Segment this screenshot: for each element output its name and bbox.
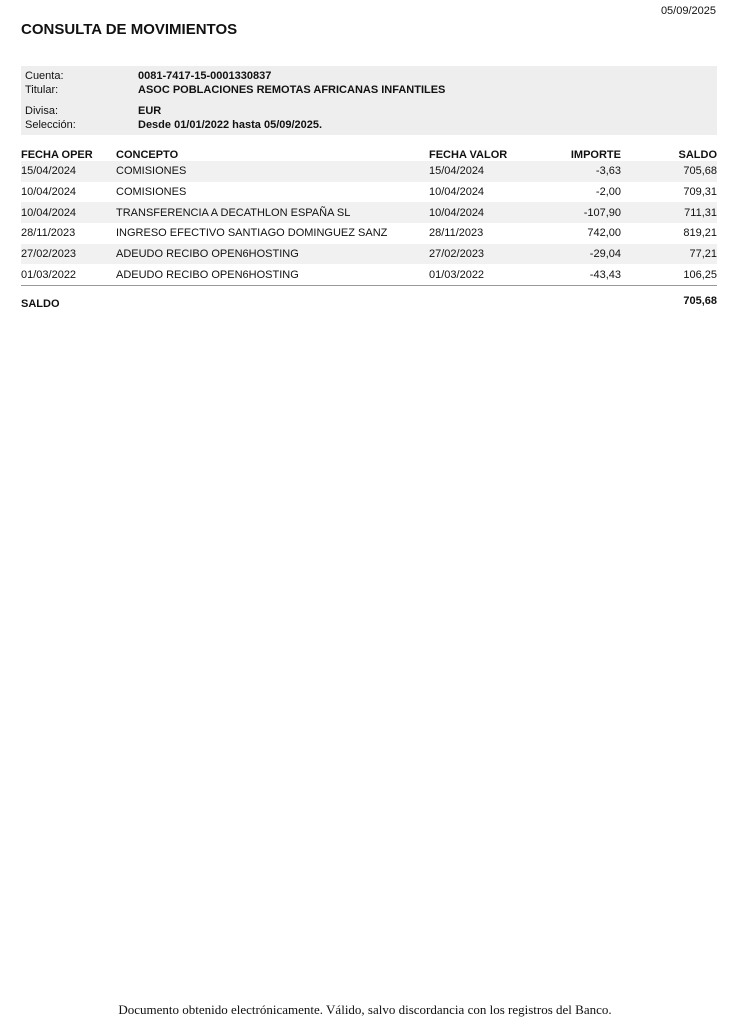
cell-importe: -29,04 <box>589 248 621 261</box>
cell-fecha-oper: 15/04/2024 <box>21 165 77 178</box>
seleccion-row <box>21 118 717 132</box>
cell-fecha-valor: 10/04/2024 <box>429 206 485 219</box>
cell-concepto: ADEUDO RECIBO OPEN6HOSTING <box>116 264 429 285</box>
saldo-summary <box>21 295 717 314</box>
header-saldo: SALDO <box>678 149 717 161</box>
seleccion-value: Desde 01/01/2022 hasta 05/09/2025. <box>138 119 323 131</box>
divisa-value: EUR <box>138 105 162 117</box>
cell-concepto: ADEUDO RECIBO OPEN6HOSTING <box>116 248 299 261</box>
cell-concepto: INGRESO EFECTIVO SANTIAGO DOMINGUEZ SANZ <box>116 227 388 240</box>
footer-note: Documento obtenido electrónicamente. Válido, salvo discordancia con los registros del Banco. <box>118 1002 612 1017</box>
cuenta-row <box>21 69 717 83</box>
cell-concepto: COMISIONES <box>116 186 187 199</box>
saldo-value: 705,68 <box>683 295 717 307</box>
seleccion-label: Selección: <box>25 119 76 131</box>
cell-fecha-valor: 28/11/2023 <box>429 227 484 240</box>
table-row <box>21 161 717 182</box>
cell-saldo: 106,25 <box>621 264 717 285</box>
titular-label: Titular: <box>25 84 59 96</box>
cuenta-label: Cuenta: <box>25 70 64 82</box>
cell-saldo: 709,31 <box>683 186 717 199</box>
divisa-row <box>21 104 717 118</box>
movements-table <box>21 146 717 286</box>
cell-fecha-valor: 15/04/2024 <box>429 165 485 178</box>
cell-fecha-valor: 27/02/2023 <box>429 248 485 261</box>
cell-concepto: COMISIONES <box>116 165 187 178</box>
cell-fecha-oper: 10/04/2024 <box>21 206 77 219</box>
table-header-row <box>21 146 717 161</box>
cell-fecha-valor: 10/04/2024 <box>429 186 485 199</box>
cell-concepto: TRANSFERENCIA A DECATHLON ESPAÑA SL <box>116 206 351 219</box>
cell-saldo: 77,21 <box>689 248 717 261</box>
cell-saldo: 705,68 <box>683 165 717 178</box>
cell-importe: -107,90 <box>583 206 621 219</box>
cell-importe: -2,00 <box>595 186 621 199</box>
header-fecha-valor: FECHA VALOR <box>429 149 508 161</box>
titular-value: ASOC POBLACIONES REMOTAS AFRICANAS INFANTILES <box>138 84 446 96</box>
cell-fecha-valor: 01/03/2022 <box>429 264 524 285</box>
table-row <box>21 202 717 223</box>
cell-importe: 742,00 <box>587 227 621 240</box>
table-row <box>21 223 717 244</box>
table-row <box>21 264 717 285</box>
table-row <box>21 182 717 203</box>
header-fecha-oper: FECHA OPER <box>21 149 93 161</box>
account-info-panel <box>21 66 717 135</box>
divisa-label: Divisa: <box>25 105 59 117</box>
saldo-label: SALDO <box>21 298 60 310</box>
table-row <box>21 244 717 265</box>
cuenta-value: 0081-7417-15-0001330837 <box>138 70 272 82</box>
cell-fecha-oper: 01/03/2022 <box>21 264 116 285</box>
print-date: 05/09/2025 <box>660 5 716 17</box>
cell-importe: -43,43 <box>524 264 621 285</box>
cell-fecha-oper: 28/11/2023 <box>21 227 76 240</box>
cell-saldo: 819,21 <box>683 227 717 240</box>
titular-row <box>21 83 717 97</box>
header-importe: IMPORTE <box>570 149 621 161</box>
cell-fecha-oper: 10/04/2024 <box>21 186 77 199</box>
cell-fecha-oper: 27/02/2023 <box>21 248 77 261</box>
page-title: CONSULTA DE MOVIMIENTOS <box>21 21 238 38</box>
cell-saldo: 711,31 <box>684 206 717 219</box>
header-concepto: CONCEPTO <box>116 149 179 161</box>
cell-importe: -3,63 <box>595 165 621 178</box>
